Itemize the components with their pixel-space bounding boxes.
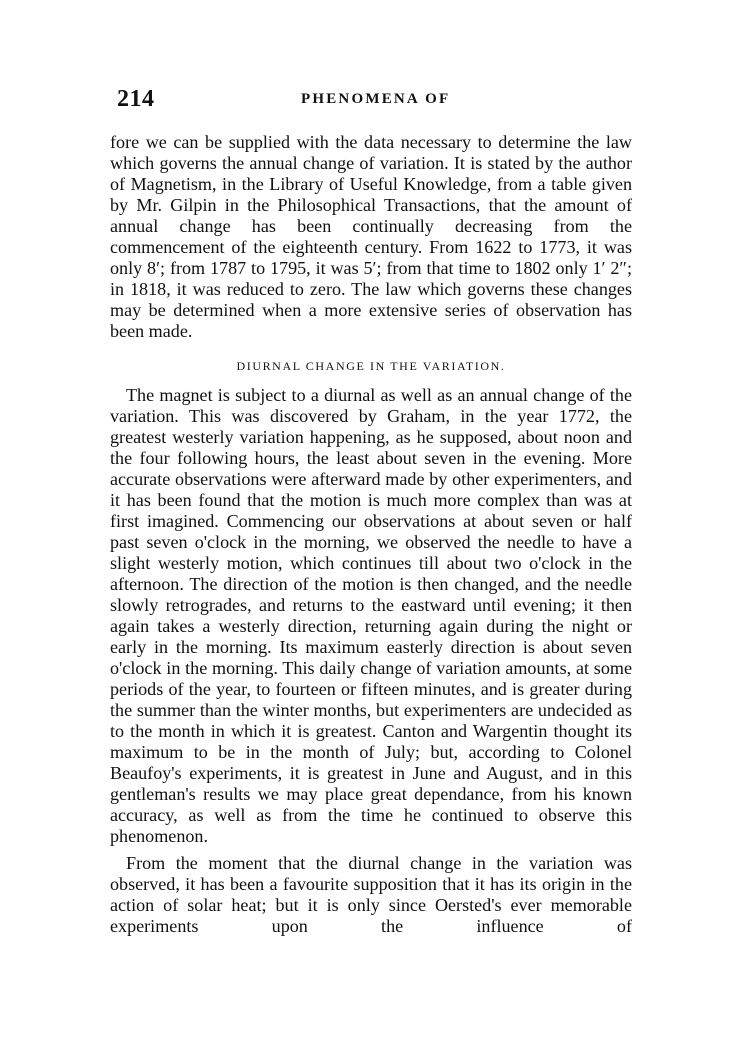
running-head: PHENOMENA OF xyxy=(301,91,451,107)
section-heading: DIURNAL CHANGE IN THE VARIATION. xyxy=(236,359,506,373)
page-number: 214 xyxy=(117,86,155,112)
page-body xyxy=(110,132,632,937)
paragraph-1: fore we can be supplied with the data necessary to determine the law which governs the annual change of variation. It is stated by the author of Magnetism, in the Library of Useful Knowledge, from a table given by Mr. Gilpin in the Philosophical Transactions, that the amount of annual change has been continually decreasing from the commencement of the eighteenth century. From 1622 to 1773, it was only 8′; from 1787 to 1795, it was 5′; from that time to 1802 only 1′ 2″; in 1818, it was reduced to zero. The law which governs these changes may be determined when a more extensive series of observation has been made. xyxy=(110,132,632,341)
paragraph-2: The magnet is subject to a diurnal as well as an annual change of the variation. This was discovered by Graham, in the year 1772, the greatest westerly variation happening, as he supposed, about noon and the four following hours, the least about seven in the evening. More accurate observations were afterward made by other experimenters, and it has been found that the motion is much more complex than was at first imagined. Commencing our observations at about seven or half past seven o'clock in the morning, we observed the needle to have a slight westerly motion, which continues till about two o'clock in the afternoon. The direction of the motion is then changed, and the needle slowly retrogrades, and returns to the eastward until evening; it then again takes a westerly direction, returning again during the night or early in the morning. Its maximum easterly direction is about seven o'clock in the morning. This daily change of variation amounts, at some periods of the year, to fourteen or fifteen minutes, and is greater during the summer than the winter months, but experimenters are undecided as to the month in which it is greatest. Canton and Wargentin thought its maximum to be in the month of July; but, according to Colonel Beaufoy's experiments, it is greatest in June and August, and in this gentleman's results we may place great dependance, from his known accuracy, as well as from the time he continued to observe this phenomenon. xyxy=(110,385,632,846)
paragraph-3: From the moment that the diurnal change in the variation was observed, it has been a favourite supposition that it has its origin in the action of solar heat; but it is only since Oersted's ever memorable experiments upon the influence of xyxy=(110,853,632,936)
page-header xyxy=(117,86,637,116)
